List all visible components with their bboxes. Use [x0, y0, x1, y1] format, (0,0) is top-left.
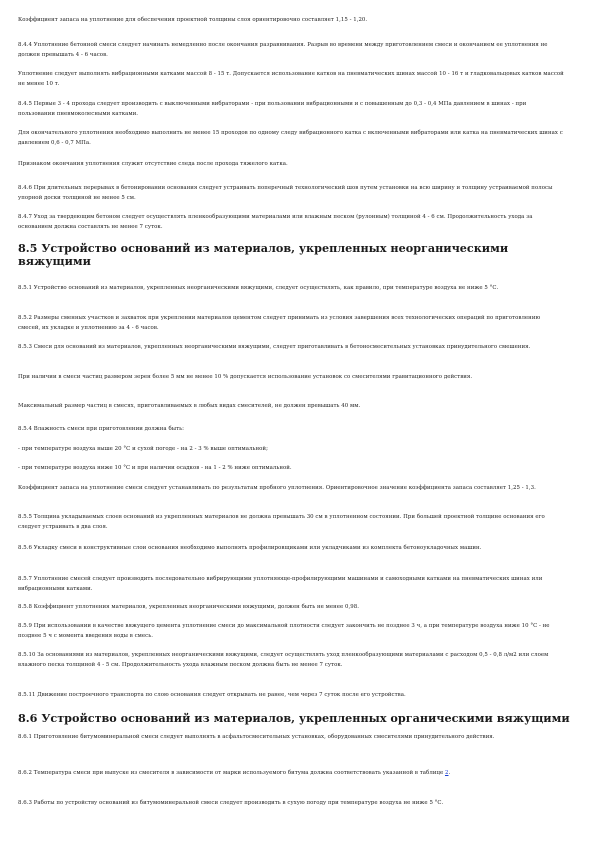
paragraph: Максимальный размер частиц в смесях, приготавливаемых в любых видах смесителей, не должен превышать 40 мм. [18, 403, 361, 409]
paragraph-8-5-10: 8.5.10 За основаниями из материалов, укрепленных неорганическими вяжущими, следует осуществлять уход пленкообразующими материалами с расходом 0,5 - 0,8 л/м2 или слоем влажного песка толщиной 4 - 5 см. Продолжительность ухода влажным песком должна быть не менее 7 суток. [18, 652, 549, 668]
paragraph-8-5-7: 8.5.7 Уплотнение смесей следует производить последовательно вибрирующими уплотняюще-профилирующими машинами и самоходными катками на пневматических шинах или вибрационными катками. [18, 576, 543, 592]
paragraph-8-5-9: 8.5.9 При использовании в качестве вяжущего цемента уплотнение смеси до максимальной плотности следует закончить не позднее 3 ч, а при температуре воздуха ниже 10 °С - не позднее 5 ч с момента введения воды в смесь. [18, 623, 550, 639]
paragraph-text: 8.6.2 Температура смеси при выпуске из смесителя в зависимости от марки используемого битума должна соответствовать указанной в таблице [18, 770, 444, 776]
paragraph-8-5-4: 8.5.4 Влажность смеси при приготовлении должна быть: [18, 426, 184, 432]
paragraph-8-5-1: 8.5.1 Устройство оснований из материалов, укрепленных неорганическими вяжущими, следует осуществлять, как правило, при температуре воздуха не ниже 5 °С. [18, 285, 499, 291]
paragraph-8-5-11: 8.5.11 Движение построечного транспорта по слою основания следует открывать не ранее, чем через 7 суток после его устройства. [18, 692, 406, 698]
paragraph-8-4-7: 8.4.7 Уход за твердеющим бетоном следует осуществлять пленкообразующими материалами или влажным песком (рулонным) толщиной 4 - 6 см. Продолжительность ухода за основанием должна составлять не менее 7 суток. [18, 214, 533, 230]
paragraph-8-5-8: 8.5.8 Коэффициент уплотнения материалов, укрепленных неорганическими вяжущими, должен быть не менее 0,98. [18, 604, 359, 610]
paragraph: Коэффициент запаса на уплотнение смеси следует устанавливать по результатам пробного уплотнения. Ориентировочное значение коэффициента запаса составляет 1,25 - 1,3. [18, 485, 536, 491]
paragraph-8-5-5: 8.5.5 Толщина укладываемых слоев оснований из укрепленных материалов не должна превышать 30 см в уплотненном состоянии. При большей проектной толщине основания его следует устраивать в два слоя. [18, 514, 545, 530]
list-item: - при температуре воздуха выше 20 °С и сухой погоде - на 2 - 3 % выше оптимальной; [18, 446, 268, 452]
paragraph-8-4-6: 8.4.6 При длительных перерывах в бетонировании основания следует устраивать поперечный технологический шов путем установки на всю ширину и толщину устраиваемой полосы упорной доски толщиной не менее 5 см. [18, 185, 553, 201]
paragraph-8-5-2: 8.5.2 Размеры сменных участков и захваток при укреплении материалов цементом следует принимать из условия завершения всех технологических операций по приготовлению смесей, их укладке и уплотнению за 4 - 6 часов. [18, 315, 541, 331]
paragraph: Коэффициент запаса на уплотнение для обеспечения проектной толщины слоя ориентировочно составляет 1,15 - 1,20. [18, 17, 368, 23]
paragraph: Признаком окончания уплотнения служит отсутствие следа после прохода тяжелого катка. [18, 161, 288, 167]
paragraph: Для окончательного уплотнения необходимо выполнить не менее 15 проходов по одному следу вибрационного катка с включенными вибраторами или катка на пневматических шинах с давлением 0,6 - 0,7 МПа. [18, 130, 563, 146]
paragraph-end: . [448, 770, 451, 776]
paragraph: Уплотнение следует выполнять вибрационными катками массой 8 - 15 т. Допускается использование катков на пневматических шинах массой 10 - 16 т и гладковальцовых катков массой не менее 10 т. [18, 71, 564, 87]
paragraph-8-6-1: 8.6.1 Приготовление битумоминеральной смеси следует выполнять в асфальтосмесительных установках, оборудованных смесителями принудительного действия. [18, 734, 495, 740]
section-heading-8-5: 8.5 Устройство оснований из материалов, укрепленных неорганическими вяжущими [18, 241, 509, 268]
table-link[interactable]: 2 [444, 770, 449, 776]
paragraph: При наличии в смеси частиц размером зерен более 5 мм не менее 10 % допускается использование установок со смесителями гравитационного действия. [18, 374, 473, 380]
section-heading-8-6: 8.6 Устройство оснований из материалов, укрепленных органическими вяжущими [18, 711, 570, 725]
paragraph-8-6-3: 8.6.3 Работы по устройству оснований из битумоминеральной смеси следует производить в сухую погоду при температуре воздуха не ниже 5 °С. [18, 800, 444, 806]
paragraph-8-5-6: 8.5.6 Укладку смеси в конструктивные слои основания необходимо выполнять профилировщиками или укладчиками из комплекта бетоноукладочных машин. [18, 545, 482, 551]
paragraph-8-4-5: 8.4.5 Первые 3 - 4 прохода следует производить с выключенными вибраторами - при пользовании вибрационными и с повышенным до 0,3 - 0,4 МПа давлением в шинах - при пользовании пневмоколесными катками. [18, 101, 527, 117]
paragraph-8-6-2 [18, 768, 564, 778]
list-item: - при температуре воздуха ниже 10 °С и при наличии осадков - на 1 - 2 % ниже оптимальной. [18, 465, 292, 471]
paragraph-8-4-4: 8.4.4 Уплотнение бетонной смеси следует начинать немедленно после окончания разравнивания. Разрыв во времени между приготовлением смеси и окончанием ее уплотнения не должен превышать 4 - 6 часов. [18, 42, 548, 58]
paragraph-8-5-3: 8.5.3 Смеси для оснований из материалов, укрепленных неорганическими вяжущими, следует приготавливать в бетоносмесительных установках принудительного смешения. [18, 344, 531, 350]
